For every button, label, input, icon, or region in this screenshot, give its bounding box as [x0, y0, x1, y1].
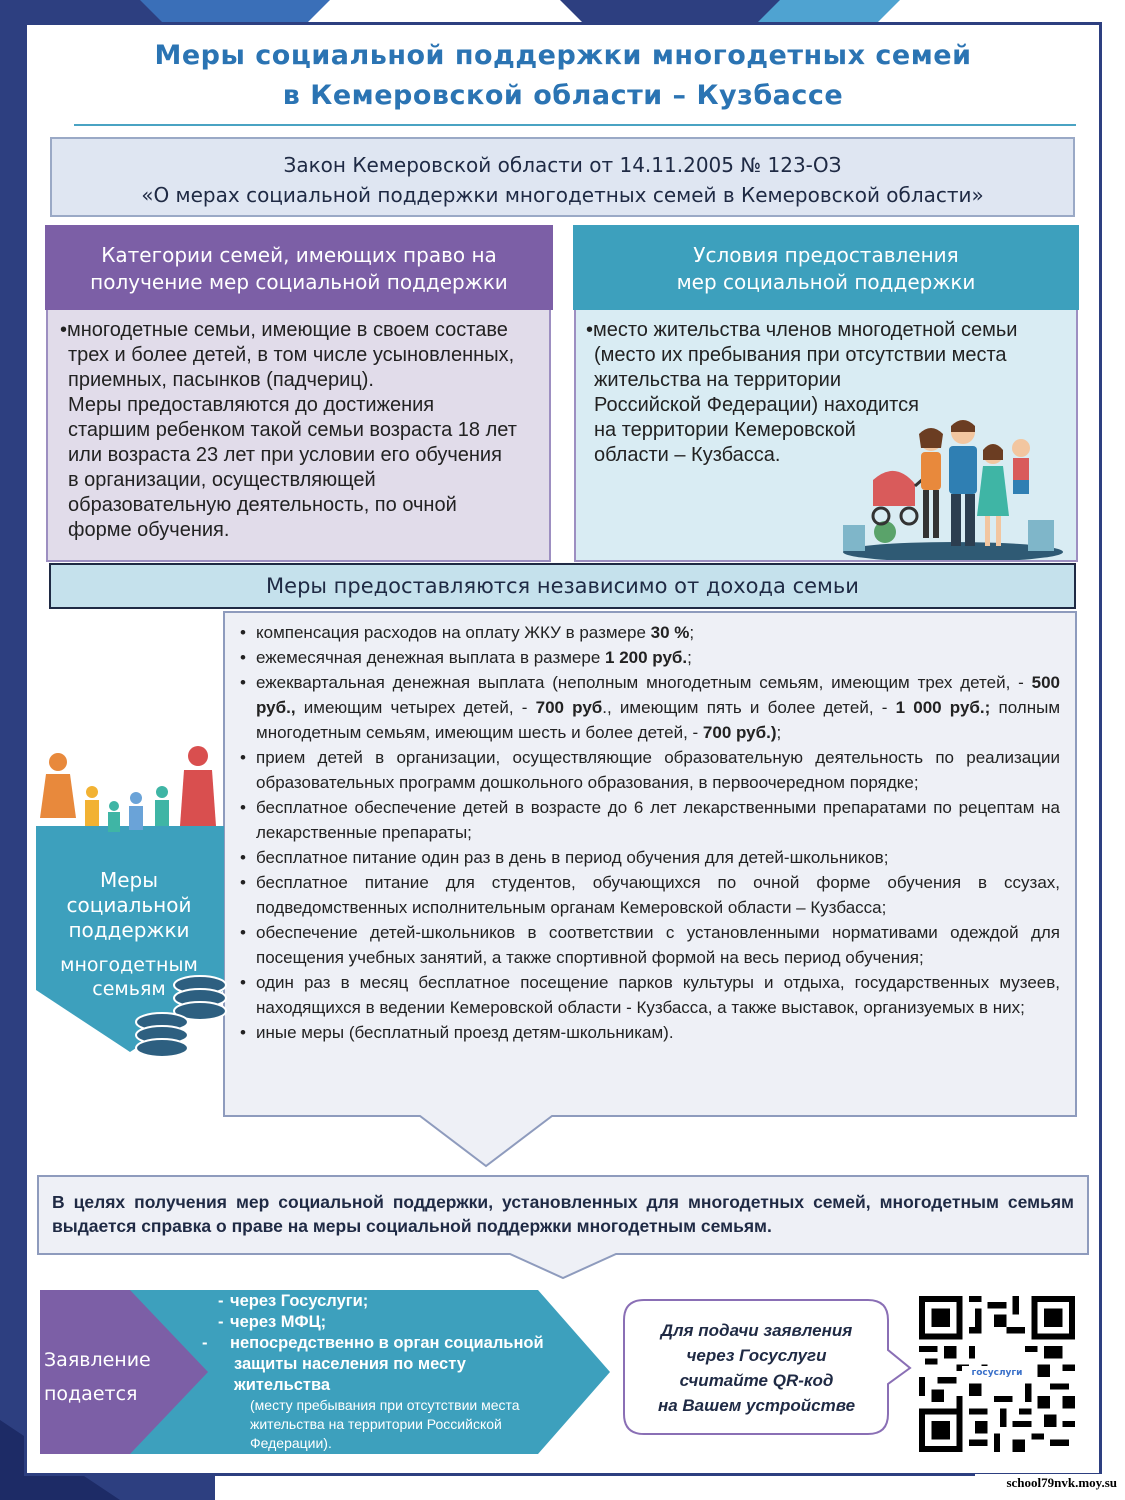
measure-text: имеющим четырех детей, -: [295, 698, 536, 717]
panel-title-line: Меры: [99, 868, 159, 892]
categories-line: трех и более детей, в том числе усыновленных,: [68, 344, 515, 366]
categories-line: •многодетные семьи, имеющие в своем составе: [60, 319, 508, 341]
application-way-text: непосредственно в орган социальной защиты населения по месту жительства: [230, 1334, 544, 1394]
panel-subtitle-line: семьям: [92, 978, 166, 1000]
panel-title-line: поддержки: [68, 918, 190, 942]
conditions-heading: [573, 225, 1079, 310]
categories-line: образовательную деятельность, по очной: [68, 494, 457, 516]
panel-title: [34, 868, 224, 943]
panel-title-line: социальной: [66, 893, 192, 917]
application-way-note: (месту пребывания при отсутствии места жительства на территории Российской Федерации).: [250, 1397, 520, 1451]
measure-item: [238, 645, 1060, 670]
measure-text: ., имеющим пять и более детей, -: [602, 698, 896, 717]
application-label-line: подается: [44, 1383, 138, 1405]
qr-instruction-line: через Госуслуги: [686, 1346, 827, 1365]
categories-line: или возраста 23 лет при условии его обучения: [68, 444, 502, 466]
page-title: [24, 36, 1102, 116]
measure-item: [238, 670, 1060, 745]
income-independence-banner: Меры предоставляются независимо от дохода семьи: [49, 563, 1076, 609]
site-url[interactable]: school79nvk.moy.su: [975, 1474, 1117, 1492]
conditions-line: жительства на территории: [594, 369, 842, 391]
categories-line: в организации, осуществляющей: [68, 469, 376, 491]
panel-subtitle: [34, 953, 224, 1001]
measure-punct: ;: [776, 723, 782, 742]
gosuslugi-logo-text: госуслуги: [962, 1366, 1032, 1380]
application-label-line: Заявление: [44, 1349, 151, 1371]
title-divider: [74, 124, 1076, 126]
measure-value: 700 руб: [535, 698, 603, 717]
measure-text: полным многодетным семьям, имеющим шесть и более детей, -: [256, 698, 1061, 742]
measure-item: • бесплатное обеспечение детей в возрасте до 6 лет лекарственными препаратами по рецептам на лекарственные препараты;: [238, 795, 1060, 845]
application-label: [44, 1343, 194, 1411]
qr-instruction-line: Для подачи заявления: [660, 1321, 853, 1340]
categories-line: приемных, пасынков (падчериц).: [68, 369, 374, 391]
measure-item: • бесплатное питание один раз в день в период обучения для детей-школьников;: [238, 845, 1060, 870]
law-line-2: «О мерах социальной поддержки многодетных семей в Кемеровской области»: [141, 183, 984, 207]
certificate-note: В целях получения мер социальной поддержки, установленных для многодетных семей, многодетным семьям выдается справка о праве на меры социальной поддержки многодетным семьям.: [52, 1192, 1074, 1236]
law-reference-box: [50, 137, 1075, 217]
conditions-line: области – Кузбасса.: [594, 444, 781, 466]
measure-item: • прием детей в организации, осуществляющие образовательную деятельность по реализации образовательных программ дошкольного образования, в первоочередном порядке;: [238, 745, 1060, 795]
conditions-line: (место их пребывания при отсутствии места: [594, 344, 1007, 366]
categories-line: старшим ребенком такой семьи возраста 18 лет: [68, 419, 517, 441]
law-line-1: Закон Кемеровской области от 14.11.2005 № 123-ОЗ: [283, 153, 842, 177]
measure-punct: ;: [689, 623, 695, 642]
application-way-text: через Госуслуги;: [230, 1292, 369, 1310]
measure-value: 1 000 руб.;: [895, 698, 991, 717]
application-way: - через МФЦ;: [218, 1313, 327, 1331]
measure-text: ежемесячная денежная выплата в размере: [256, 648, 606, 667]
conditions-line: на территории Кемеровской: [594, 419, 856, 441]
measure-item: • один раз в месяц бесплатное посещение парков культуры и отдыха, государственных музеев, находящихся в ведении Кемеровской области - Кузбасса, а также выставок, организуемых в них;: [238, 970, 1060, 1020]
measure-value: 1 200 руб.: [605, 648, 688, 667]
measure-value: 500 руб.,: [256, 673, 1060, 717]
title-line-1: Меры социальной поддержки многодетных семей: [154, 40, 972, 71]
conditions-line: Российской Федерации) находится: [594, 394, 919, 416]
measure-punct: ;: [687, 648, 692, 667]
measure-item: • иные меры (бесплатный проезд детям-школьникам).: [238, 1020, 1060, 1045]
measure-value: 700 руб.): [702, 723, 777, 742]
qr-instruction-line: считайте QR-код: [679, 1371, 834, 1390]
measure-item: • бесплатное питание для студентов, обучающихся по очной форме обучения в ссузах, подведомственных исполнительным органам Кемеровской области – Кузбасса;: [238, 870, 1060, 920]
measure-item: [238, 620, 1060, 645]
qr-instruction-line: на Вашем устройстве: [657, 1396, 856, 1415]
panel-subtitle-line: многодетным: [60, 954, 198, 976]
application-way: - непосредственно в орган социальной защиты населения по месту жительства (месту пребывания при отсутствии места жительства на территории Российской Федерации).: [218, 1333, 548, 1453]
measure-item: • обеспечение детей-школьников в соответствии с установленными нормативами одеждой для посещения учебных занятий, а также спортивной формой на весь период обучения;: [238, 920, 1060, 970]
family-silhouettes-icon: [40, 746, 216, 832]
categories-line: Меры предоставляются до достижения: [68, 394, 435, 416]
conditions-heading-line-1: Условия предоставления: [693, 243, 959, 267]
categories-box: [46, 310, 551, 562]
conditions-heading-line-2: мер социальной поддержки: [676, 270, 976, 294]
application-way-text: через МФЦ;: [230, 1313, 327, 1331]
measure-text: ежеквартальная денежная выплата (неполным многодетным семьям, имеющим трех детей, -: [256, 673, 1032, 692]
measure-value: 30 %: [650, 623, 690, 642]
application-way: - через Госуслуги;: [218, 1292, 369, 1310]
categories-heading-line-1: Категории семей, имеющих право на: [101, 243, 497, 267]
qr-instruction-text: [634, 1318, 879, 1418]
family-illustration: [833, 420, 1073, 560]
measures-list: [238, 620, 1060, 1045]
categories-heading-line-2: получение мер социальной поддержки: [90, 270, 508, 294]
categories-heading: [45, 225, 553, 310]
measure-text: компенсация расходов на оплату ЖКУ в размере: [256, 623, 651, 642]
application-ways: [202, 1291, 548, 1453]
title-line-2: в Кемеровской области – Кузбассе: [282, 80, 844, 111]
categories-line: форме обучения.: [68, 519, 230, 541]
conditions-line: •место жительства членов многодетной семьи: [586, 319, 1018, 341]
